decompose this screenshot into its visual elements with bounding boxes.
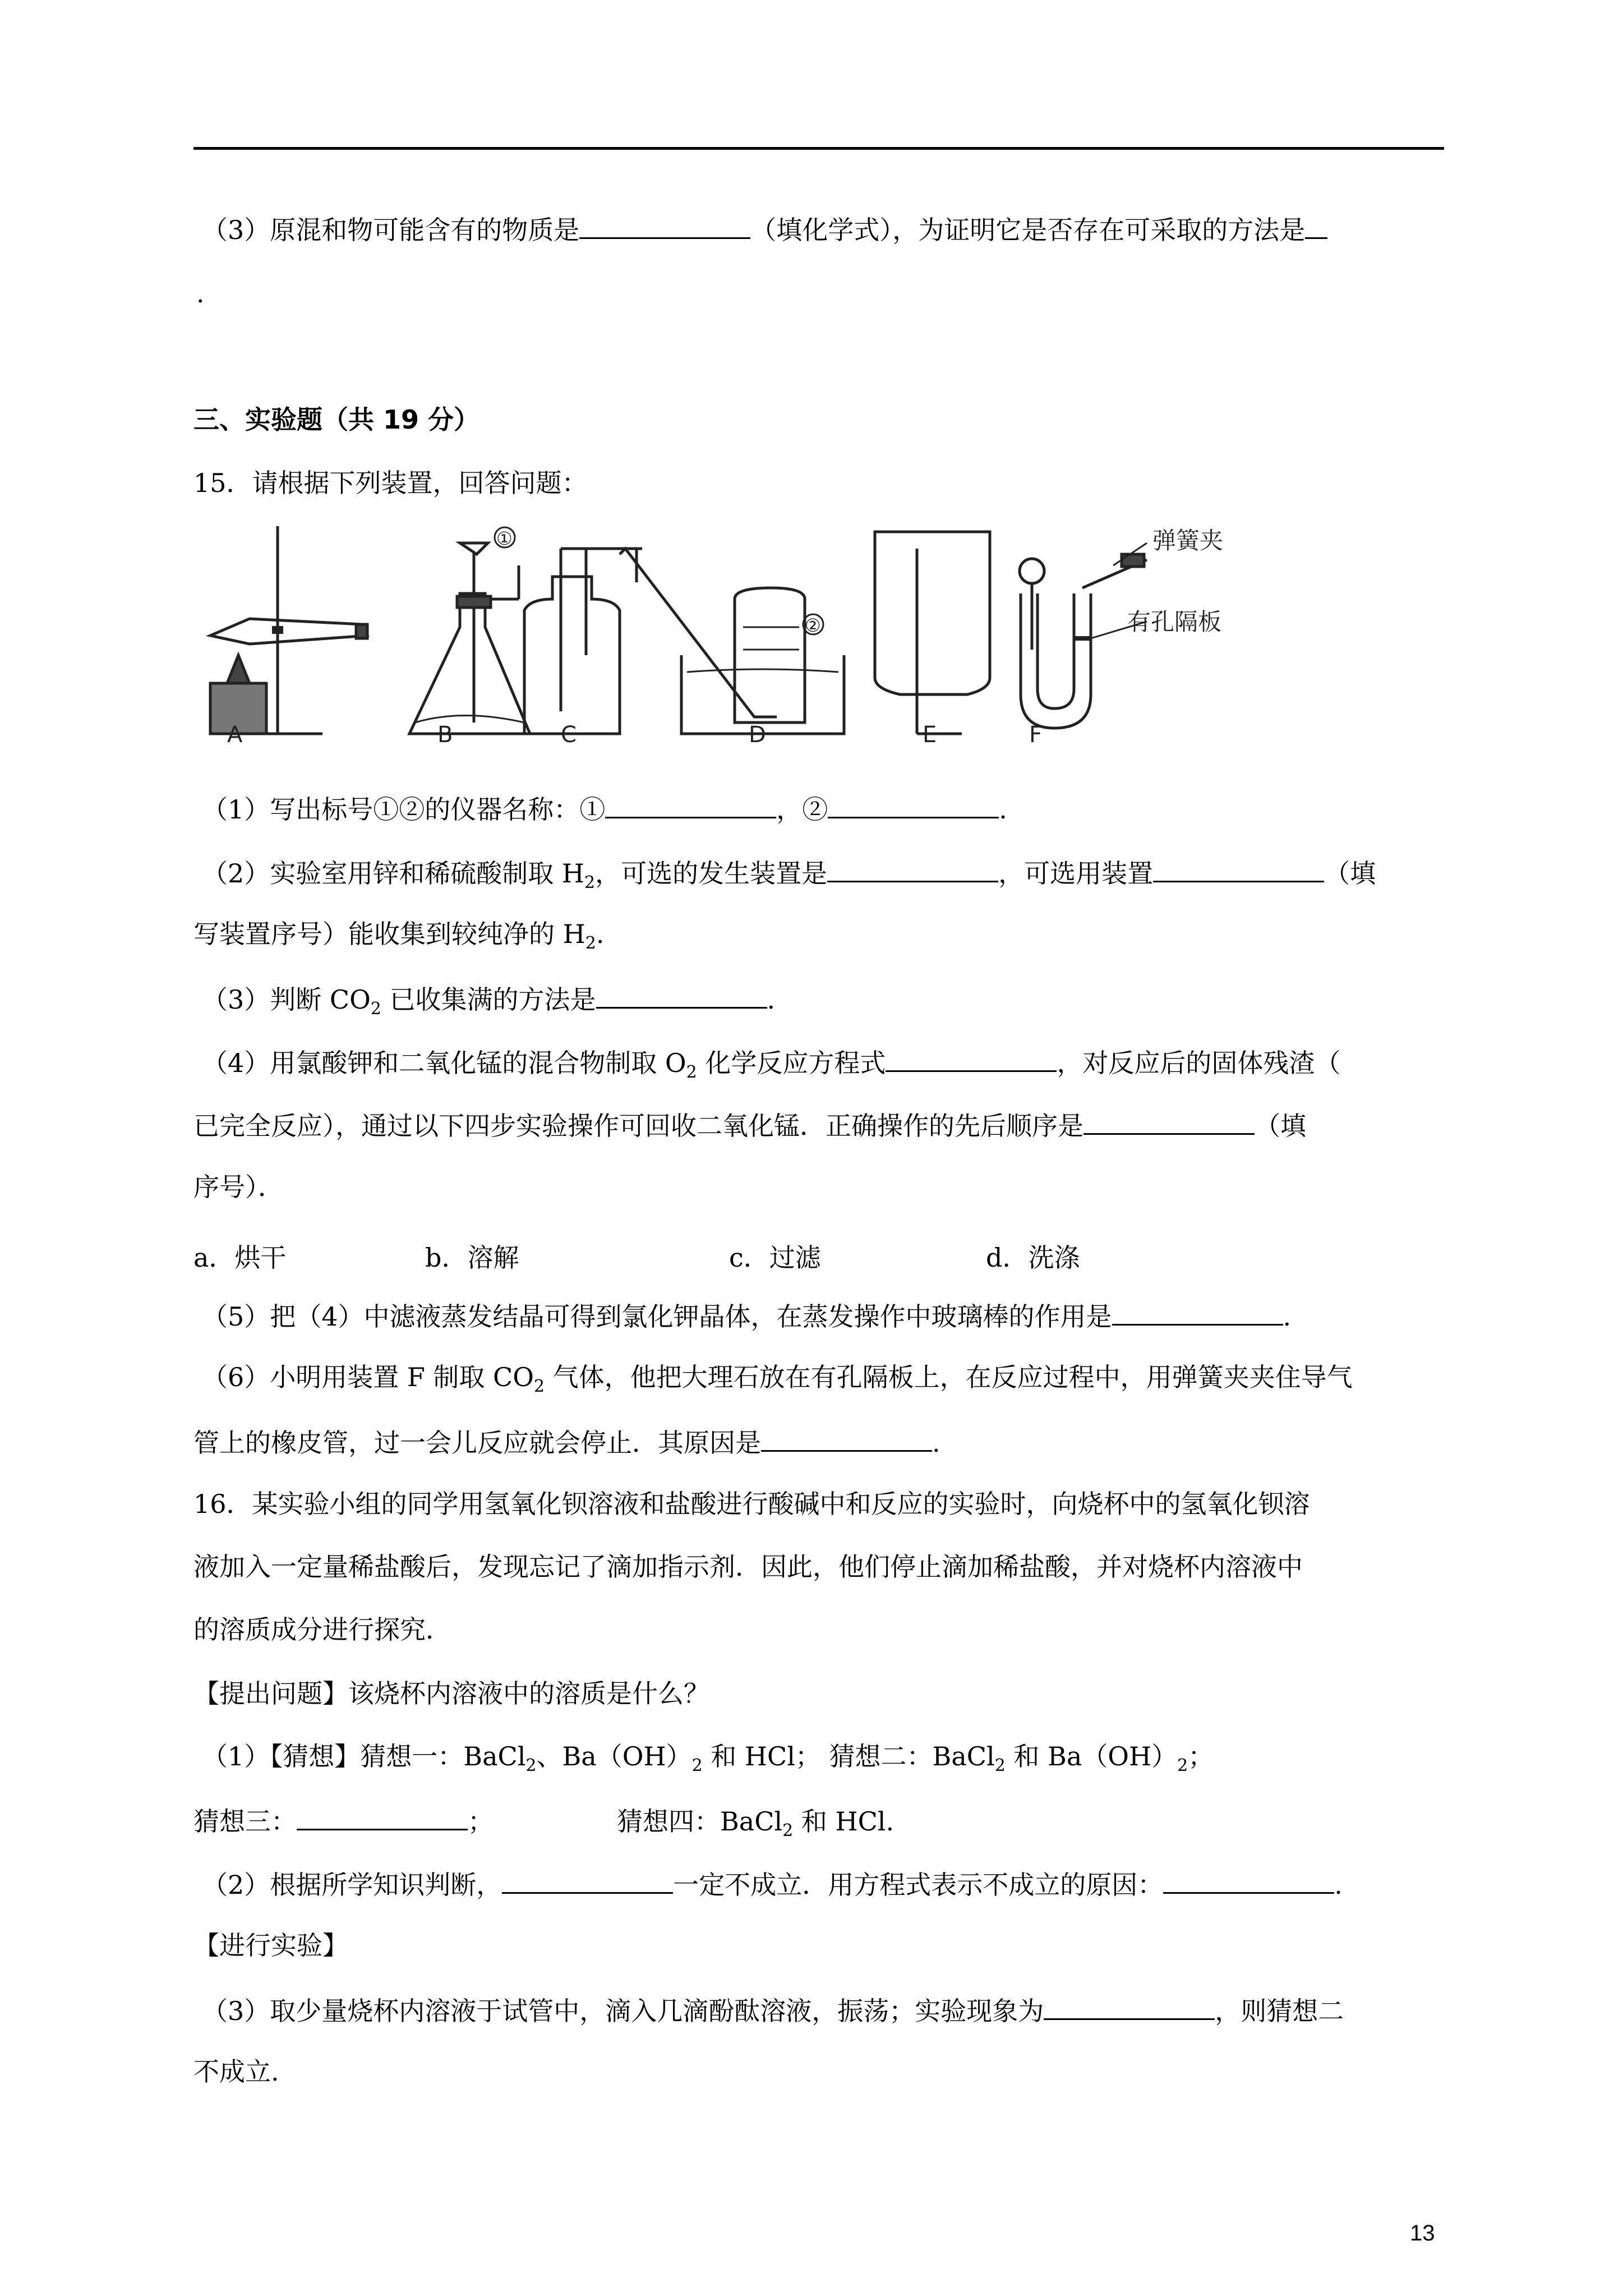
text-line: 【进行实验】 — [193, 1930, 348, 1961]
label-e: E — [923, 722, 937, 745]
option-d: d．洗涤 — [986, 1243, 1080, 1273]
answer-blank[interactable] — [1112, 1301, 1283, 1326]
callout-perforated-plate: 有孔隔板 — [1127, 608, 1222, 636]
label-a: A — [227, 722, 243, 745]
text-line: 已完全反应），通过以下四步实验操作可回收二氧化锰．正确操作的先后顺序是 （填 — [193, 1111, 1306, 1141]
answer-blank[interactable] — [828, 794, 999, 818]
answer-blank[interactable] — [827, 858, 998, 882]
label-d: D — [749, 722, 766, 745]
question-15: 15．请根据下列装置，回答问题： — [193, 468, 588, 498]
text-line: （3）取少量烧杯内溶液于试管中，滴入几滴酚酞溶液，振荡；实验现象为 ，则猜想二 — [202, 1996, 1344, 2026]
text-line: 写装置序号）能收集到较纯净的 $H_2$. — [193, 919, 605, 953]
option-b: b．溶解 — [425, 1243, 519, 1273]
text-line: （5）把（4）中滤液蒸发结晶可得到氯化钾晶体，在蒸发操作中玻璃棒的作用是 . — [202, 1301, 1292, 1332]
page-number: 13 — [1410, 2221, 1435, 2246]
text-line: 猜想三： ； 猜想四：BaCl$_2$ 和 HCl. — [193, 1806, 895, 1841]
text-line: 【提出问题】该烧杯内溶液中的溶质是什么？ — [193, 1678, 709, 1709]
text-line: （6）小明用装置 F 制取 $CO_2$ 气体，他把大理石放在有孔隔板上，在反应过程中，用弹簧夹夹住导气 — [202, 1362, 1353, 1396]
label-f: F — [1029, 722, 1043, 745]
answer-blank[interactable] — [605, 794, 776, 818]
text-line: 管上的橡皮管，过一会儿反应就会停止．其原因是 . — [193, 1428, 940, 1458]
text-line: （3）原混和物可能含有的物质是 （填化学式），为证明它是否存在可采取的方法是 — [202, 215, 1444, 243]
text-line: （1）写出标号①②的仪器名称：① ，② . — [202, 794, 1007, 825]
label-b: B — [437, 722, 453, 745]
callout-spring-clip: 弹簧夹 — [1152, 527, 1224, 554]
answer-blank[interactable] — [1044, 1996, 1215, 2020]
answer-blank[interactable] — [1163, 1870, 1334, 1894]
text-line: . — [196, 278, 205, 309]
answer-blank[interactable] — [579, 215, 750, 239]
text-line: 序号）． — [193, 1172, 284, 1202]
question-16: 16．某实验小组的同学用氢氧化钡溶液和盐酸进行酸碱中和反应的实验时，向烧杯中的氢氧化钡溶 — [193, 1489, 1310, 1519]
answer-blank[interactable] — [886, 1048, 1057, 1072]
text-line: 的溶质成分进行探究． — [193, 1614, 451, 1645]
text-line: （2）根据所学知识判断， 一定不成立．用方程式表示不成立的原因： . — [202, 1870, 1343, 1900]
answer-blank[interactable] — [596, 984, 767, 1009]
apparatus-figure — [193, 515, 1228, 745]
text-line: 液加入一定量稀盐酸后，发现忘记了滴加指示剂．因此，他们停止滴加稀盐酸，并对烧杯内溶液中 — [193, 1552, 1303, 1582]
text-line: （4）用氯酸钾和二氧化锰的混合物制取 $O_2$ 化学反应方程式 ，对反应后的固体残渣（ — [202, 1048, 1341, 1082]
text-line: （1）【猜想】猜想一：BaCl$_2$、$Ba(OH)_2$ 和 HCl； 猜想二：BaCl$_2$ 和 $Ba(OH)_2$； — [202, 1741, 1214, 1775]
header-rule — [193, 147, 1444, 150]
text-line: 不成立. — [193, 2056, 279, 2087]
text-line: （2）实验室用锌和稀硫酸制取 $H_2$，可选的发生装置是 ，可选用装置 （填 — [202, 858, 1376, 892]
label-c: C — [561, 722, 577, 745]
option-c: c．过滤 — [729, 1243, 821, 1273]
answer-blank[interactable] — [1153, 858, 1324, 882]
answer-blank[interactable] — [761, 1428, 932, 1452]
answer-blank[interactable] — [502, 1870, 673, 1894]
mark-1: ① — [496, 528, 513, 549]
answer-blank[interactable] — [1305, 215, 1327, 239]
answer-blank[interactable] — [1083, 1111, 1255, 1135]
text-line: （3）判断 $CO_2$ 已收集满的方法是 . — [202, 984, 776, 1019]
option-a: a．烘干 — [193, 1243, 287, 1273]
section-heading: 三、实验题（共 19 分） — [193, 404, 480, 435]
answer-blank[interactable] — [297, 1806, 468, 1830]
mark-2: ② — [805, 615, 821, 636]
